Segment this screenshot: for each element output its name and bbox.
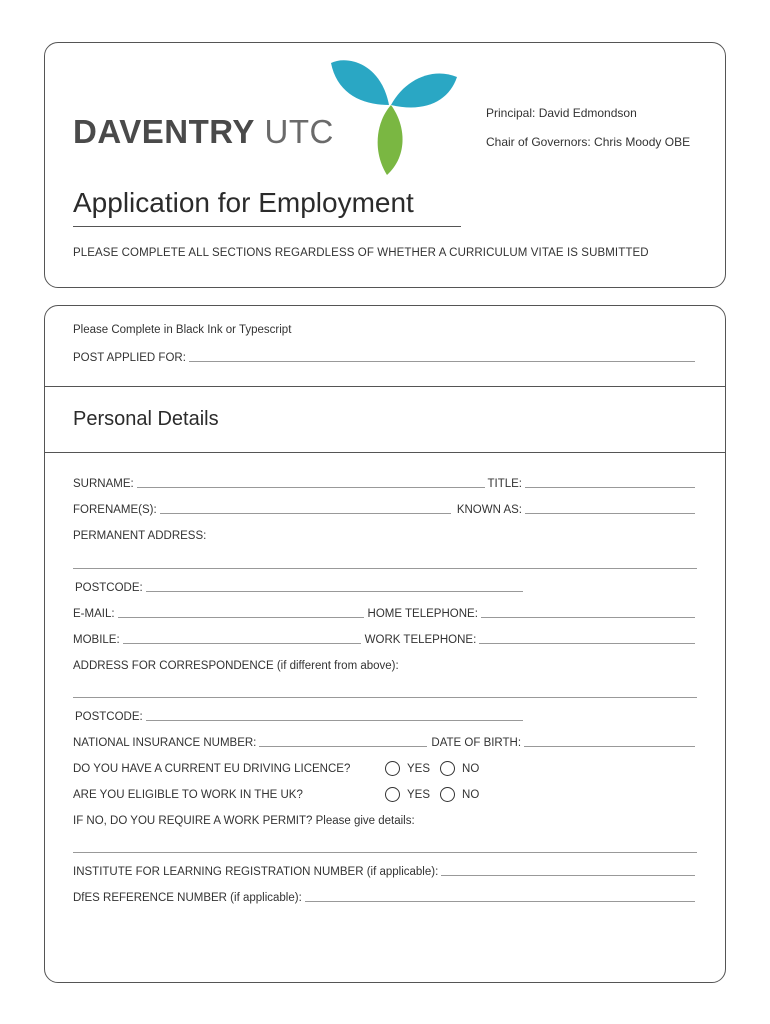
ni-field[interactable] xyxy=(259,737,427,747)
yes-label: YES xyxy=(407,788,431,801)
no-label: NO xyxy=(462,762,480,775)
postcode-row xyxy=(75,582,525,594)
work-permit-label: IF NO, DO YOU REQUIRE A WORK PERMIT? Please give details: xyxy=(73,815,415,827)
permanent-address-row xyxy=(73,530,697,542)
logo-petal-bottom-icon xyxy=(378,105,403,175)
forenames-row xyxy=(73,504,697,516)
dfes-label: DfES REFERENCE NUMBER (if applicable): xyxy=(73,892,302,904)
post-applied-row xyxy=(73,352,697,364)
surname-field[interactable] xyxy=(137,478,486,488)
post-applied-label: POST APPLIED FOR: xyxy=(73,352,186,364)
eligible-label: ARE YOU ELIGIBLE TO WORK IN THE UK? xyxy=(73,789,303,801)
home-telephone-label: HOME TELEPHONE: xyxy=(367,608,478,620)
postcode2-row xyxy=(75,711,525,723)
work-permit-row xyxy=(73,815,697,827)
surname-label: SURNAME: xyxy=(73,478,134,490)
ink-note-text: Please Complete in Black Ink or Typescript xyxy=(73,324,292,336)
known-as-label: KNOWN AS: xyxy=(456,504,522,516)
email-field[interactable] xyxy=(118,608,364,618)
mobile-field[interactable] xyxy=(123,634,361,644)
forenames-label: FORENAME(S): xyxy=(73,504,157,516)
section-divider-bottom xyxy=(45,452,725,453)
postcode2-field[interactable] xyxy=(146,711,523,721)
permanent-address-label: PERMANENT ADDRESS: xyxy=(73,530,207,542)
dfes-field[interactable] xyxy=(305,892,695,902)
dob-label: DATE OF BIRTH: xyxy=(431,737,522,749)
page-title: Application for Employment xyxy=(73,187,414,218)
dob-field[interactable] xyxy=(524,737,695,747)
eligible-no-option[interactable] xyxy=(440,787,479,802)
postcode2-label: POSTCODE: xyxy=(75,711,143,723)
ni-row xyxy=(73,737,697,749)
yes-label: YES xyxy=(407,762,431,775)
surname-row xyxy=(73,478,697,490)
home-telephone-field[interactable] xyxy=(481,608,695,618)
ni-label: NATIONAL INSURANCE NUMBER: xyxy=(73,737,257,749)
eligible-yes-option[interactable] xyxy=(385,787,430,802)
permanent-address-field[interactable] xyxy=(73,568,697,569)
postcode-field[interactable] xyxy=(146,582,523,592)
logo-petal-right-icon xyxy=(391,73,457,107)
form-card xyxy=(44,305,726,983)
no-label: NO xyxy=(462,788,480,801)
known-as-field[interactable] xyxy=(525,504,695,514)
mobile-label: MOBILE: xyxy=(73,634,120,646)
correspondence-label: ADDRESS FOR CORRESPONDENCE (if different from above): xyxy=(73,660,399,672)
work-telephone-field[interactable] xyxy=(479,634,695,644)
title-field[interactable] xyxy=(525,478,695,488)
radio-circle-icon[interactable] xyxy=(385,787,400,802)
driving-licence-options xyxy=(385,761,489,776)
ink-note-row xyxy=(73,324,697,336)
driving-licence-no-option[interactable] xyxy=(440,761,479,776)
radio-circle-icon[interactable] xyxy=(385,761,400,776)
ifl-row xyxy=(73,866,697,878)
postcode-label: POSTCODE: xyxy=(75,582,143,594)
driving-licence-label: DO YOU HAVE A CURRENT EU DRIVING LICENCE? xyxy=(73,763,351,775)
title-label: TITLE: xyxy=(487,478,522,490)
school-officials xyxy=(486,106,690,164)
driving-licence-yes-option[interactable] xyxy=(385,761,430,776)
work-permit-field[interactable] xyxy=(73,852,697,853)
section-title: Personal Details xyxy=(73,408,219,430)
radio-circle-icon[interactable] xyxy=(440,761,455,776)
email-row xyxy=(73,608,697,620)
logo-light-text: UTC xyxy=(264,113,334,150)
logo-strong-text: DAVENTRY xyxy=(73,113,255,150)
correspondence-row xyxy=(73,660,697,672)
email-label: E-MAIL: xyxy=(73,608,115,620)
trefoil-logo-icon xyxy=(329,57,459,177)
header-card xyxy=(44,42,726,288)
principal-text: Principal: David Edmondson xyxy=(486,106,637,120)
instruction-text: PLEASE COMPLETE ALL SECTIONS REGARDLESS OF WHETHER A CURRICULUM VITAE IS SUBMITTED xyxy=(73,247,649,259)
title-underline xyxy=(73,226,461,227)
logo-wordmark xyxy=(73,113,334,151)
post-applied-field[interactable] xyxy=(189,352,695,362)
dfes-row xyxy=(73,892,697,904)
ifl-field[interactable] xyxy=(441,866,695,876)
chair-text: Chair of Governors: Chris Moody OBE xyxy=(486,135,691,149)
forenames-field[interactable] xyxy=(160,504,451,514)
logo-petal-left-icon xyxy=(331,60,389,105)
mobile-row xyxy=(73,634,697,646)
section-divider-top xyxy=(45,386,725,387)
ifl-label: INSTITUTE FOR LEARNING REGISTRATION NUMBER (if applicable): xyxy=(73,866,439,878)
work-telephone-label: WORK TELEPHONE: xyxy=(364,634,477,646)
correspondence-field[interactable] xyxy=(73,697,697,698)
eligible-options xyxy=(385,787,489,802)
radio-circle-icon[interactable] xyxy=(440,787,455,802)
